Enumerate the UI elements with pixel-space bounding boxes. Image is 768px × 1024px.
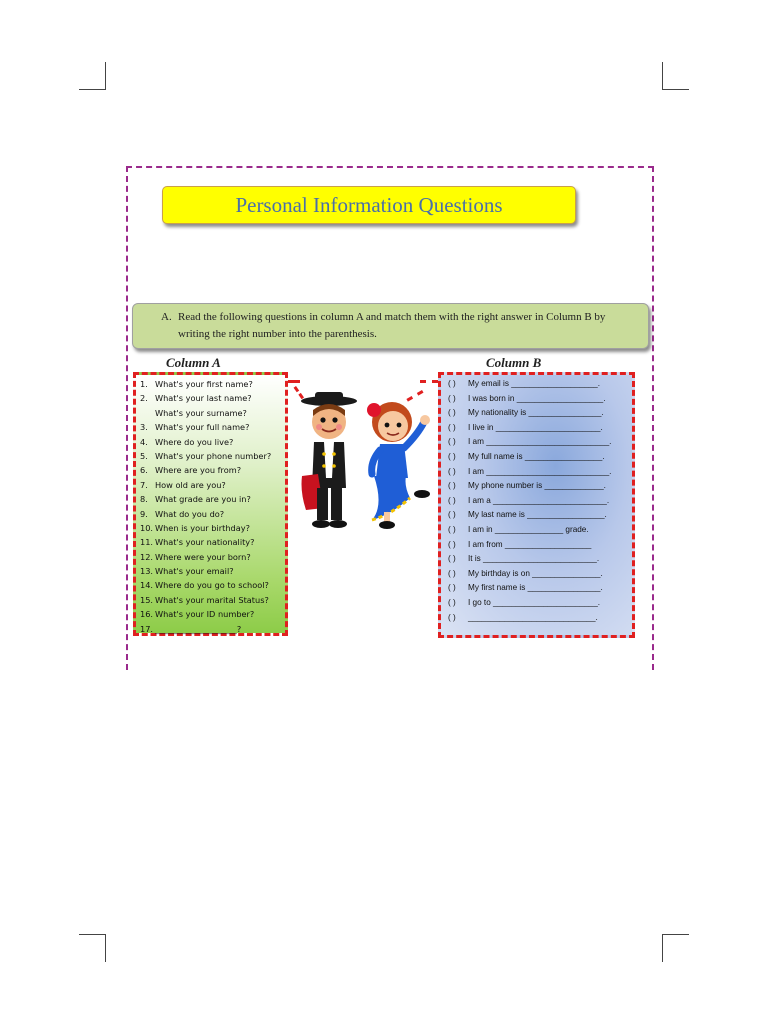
- column-b-item-text: My phone number is _____________.: [468, 481, 606, 491]
- column-a-item: [140, 435, 271, 449]
- answer-parenthesis[interactable]: ( ): [448, 408, 456, 418]
- column-a-item: [140, 463, 271, 477]
- connector-right: [420, 380, 438, 383]
- instructions-line-1: Read the following questions in column A and match them with the right answer in Column B by: [178, 311, 606, 323]
- answer-parenthesis[interactable]: ( ): [448, 539, 456, 549]
- crop-mark-top-left-h: [79, 89, 106, 90]
- answer-parenthesis[interactable]: ( ): [448, 554, 456, 564]
- column-b-heading: Column B: [486, 355, 542, 370]
- column-a-item-number: 1.: [140, 379, 148, 389]
- column-b-item: [448, 479, 611, 494]
- column-a-heading: Column A: [166, 355, 221, 370]
- column-a-item-text: What's your full name?: [155, 422, 250, 433]
- column-a-item-number: 3.: [140, 422, 148, 433]
- column-b-list: [448, 377, 611, 625]
- column-a-item-text: What do you do?: [155, 508, 225, 519]
- column-a-item-text: Where were your born?: [155, 551, 251, 562]
- answer-parenthesis[interactable]: ( ): [448, 393, 456, 403]
- answer-parenthesis[interactable]: ( ): [448, 568, 456, 578]
- column-a-item-text: What's your first name?: [155, 379, 253, 389]
- column-b-item-text: I am a _________________________.: [468, 495, 610, 505]
- girl-figure: [367, 402, 430, 529]
- column-a-item: [140, 607, 271, 621]
- column-a-item-number: 11.: [140, 537, 154, 548]
- column-b-item: [448, 508, 611, 523]
- column-a-item-text: What grade are you in?: [155, 494, 251, 505]
- worksheet-title: [162, 186, 576, 224]
- column-b-item-text: My last name is _________________.: [468, 510, 607, 520]
- column-a-item-number: 7.: [140, 479, 148, 490]
- column-a-item-text: Where are you from?: [155, 465, 242, 476]
- column-a-item-text: Where do you go to school?: [155, 580, 269, 591]
- column-a-item-number: 15.: [140, 594, 154, 605]
- column-b-item: [448, 523, 611, 538]
- column-b-item-text: I am ___________________________.: [468, 437, 612, 447]
- column-a-item: [140, 377, 271, 391]
- column-b-item: [448, 435, 611, 450]
- column-b-item: [448, 552, 611, 567]
- crop-mark-bottom-right-h: [662, 934, 689, 935]
- column-a-item-text: Where do you live?: [155, 436, 234, 447]
- answer-parenthesis[interactable]: ( ): [448, 422, 456, 432]
- column-b-item: [448, 611, 611, 626]
- column-a-item-text: What's your nationality?: [155, 537, 255, 548]
- column-a-item-text: When is your birthday?: [155, 522, 250, 533]
- column-b-item-text: I am in _______________ grade.: [468, 524, 589, 534]
- column-a-item-number: 10.: [140, 522, 154, 533]
- column-a-item-number: 16.: [140, 609, 154, 620]
- column-a-item: [140, 593, 271, 607]
- boy-figure: [301, 392, 357, 528]
- worksheet-title-text: Personal Information Questions: [235, 192, 503, 217]
- instructions-line-2: writing the right number into the parenthesis.: [178, 328, 377, 340]
- column-b-item-text: My email is ___________________.: [468, 379, 601, 388]
- column-b-item: [448, 538, 611, 553]
- column-b-item-text: ____________________________.: [468, 612, 598, 622]
- column-a-item-number: 4.: [140, 436, 148, 447]
- answer-parenthesis[interactable]: ( ): [448, 437, 456, 447]
- column-a-list: [140, 377, 271, 636]
- column-a-item-number: 8.: [140, 494, 148, 505]
- column-b-item: [448, 406, 611, 421]
- column-a-item-number: 9.: [140, 508, 148, 519]
- column-a-item: [140, 578, 271, 592]
- crop-mark-top-right-h: [662, 89, 689, 90]
- column-b-item-text: I am from ___________________: [468, 539, 592, 549]
- column-a-item: [140, 449, 271, 463]
- column-a-item: [140, 478, 271, 492]
- column-a-item-number: 13.: [140, 566, 154, 577]
- column-a-item-text: What's your marital Status?: [155, 594, 269, 605]
- answer-parenthesis[interactable]: ( ): [448, 597, 456, 607]
- crop-mark-bottom-right-v: [662, 934, 663, 962]
- column-b-item: [448, 377, 611, 392]
- column-a-item-number: 17.: [140, 623, 154, 634]
- instructions-letter: A.: [161, 311, 172, 323]
- answer-parenthesis[interactable]: ( ): [448, 451, 456, 461]
- column-a-item-number: 2.: [140, 393, 148, 404]
- column-b-item-text: It is _________________________.: [468, 554, 600, 564]
- column-a-item: [140, 492, 271, 506]
- column-a-item: [140, 550, 271, 564]
- column-a-item-text: What's your ID number?: [155, 609, 255, 620]
- column-a-item-text: What's your phone number?: [155, 450, 272, 461]
- column-a-item-number: 5.: [140, 450, 148, 461]
- answer-parenthesis[interactable]: ( ): [448, 583, 456, 593]
- connector-left: [288, 380, 300, 383]
- answer-parenthesis[interactable]: ( ): [448, 379, 456, 388]
- answer-parenthesis[interactable]: ( ): [448, 510, 456, 520]
- column-a-item-number: 6.: [140, 465, 148, 476]
- column-b-item-text: I am ___________________________.: [468, 466, 612, 476]
- column-b-item-text: My full name is _________________.: [468, 451, 605, 461]
- column-a-item: [140, 420, 271, 434]
- column-b-item-text: My nationality is ________________.: [468, 408, 604, 418]
- column-a-item-text: How old are you?: [155, 479, 226, 490]
- column-a-item-number: 14.: [140, 580, 154, 591]
- column-b-item: [448, 392, 611, 407]
- crop-mark-bottom-left-v: [105, 934, 106, 962]
- column-a-item-text: What's your surname?: [155, 407, 247, 418]
- column-a-item-number: 12.: [140, 551, 154, 562]
- column-a-item: [140, 507, 271, 521]
- answer-parenthesis[interactable]: ( ): [448, 524, 456, 534]
- dancing-kids-illustration: [300, 388, 435, 538]
- column-a-item: [140, 391, 271, 405]
- column-b-item-text: My birthday is on _______________.: [468, 568, 603, 578]
- column-a-item-text: ____________________?: [155, 623, 242, 634]
- column-a-item: [140, 521, 271, 535]
- column-b-item: [448, 465, 611, 480]
- answer-parenthesis[interactable]: ( ): [448, 466, 456, 476]
- column-b-item: [448, 581, 611, 596]
- column-b-item: [448, 450, 611, 465]
- crop-mark-top-right-v: [662, 62, 663, 90]
- column-a-item-text: What's your last name?: [155, 393, 252, 404]
- column-a-item: [140, 535, 271, 549]
- column-b-item-text: My first name is ________________.: [468, 583, 603, 593]
- answer-parenthesis[interactable]: ( ): [448, 612, 456, 622]
- column-b-item-text: I go to _______________________.: [468, 597, 601, 607]
- column-b-item-text: I live in _______________________.: [468, 422, 603, 432]
- column-b-item-text: I was born in ___________________.: [468, 393, 606, 403]
- instructions-box: [132, 303, 649, 349]
- column-a-item: [140, 622, 271, 636]
- column-a-item-text: What's your email?: [155, 566, 234, 577]
- column-b-item: [448, 494, 611, 509]
- column-b-item: [448, 421, 611, 436]
- crop-mark-top-left-v: [105, 62, 106, 90]
- column-a-item: [140, 406, 271, 420]
- crop-mark-bottom-left-h: [79, 934, 106, 935]
- answer-parenthesis[interactable]: ( ): [448, 495, 456, 505]
- column-b-item: [448, 567, 611, 582]
- column-b-item: [448, 596, 611, 611]
- column-a-item: [140, 564, 271, 578]
- answer-parenthesis[interactable]: ( ): [448, 481, 456, 491]
